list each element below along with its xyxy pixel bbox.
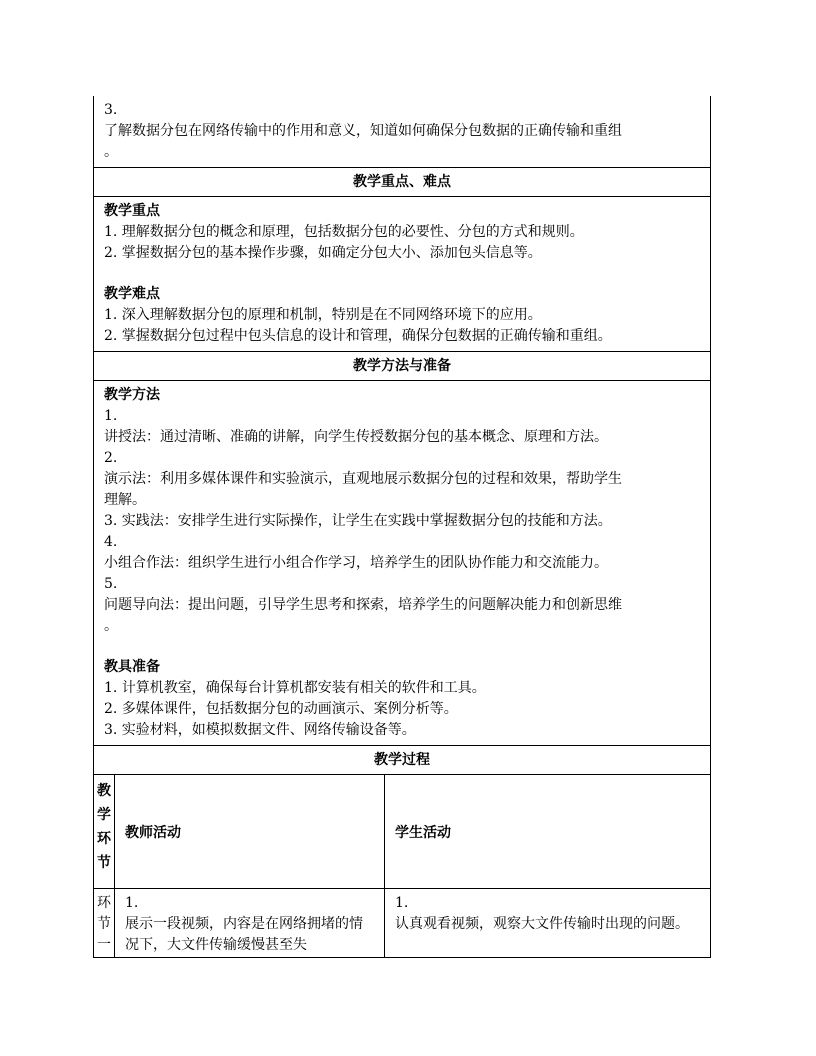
spacer bbox=[104, 264, 700, 284]
key-point-item: 1. 理解数据分包的概念和原理，包括数据分包的必要性、分包的方式和规则。 bbox=[104, 224, 584, 240]
prep-item: 3. 实验材料，如模拟数据文件、网络传输设备等。 bbox=[104, 722, 416, 738]
stage-column-header: 教学环节 bbox=[97, 783, 111, 871]
objective-number: 3. bbox=[104, 102, 118, 118]
process-column-header-row bbox=[94, 774, 710, 888]
methods-line: 小组合作法：组织学生进行小组合作学习，培养学生的团队协作能力和交流能力。 bbox=[104, 555, 608, 571]
methods-line: 问题导向法：提出问题，引导学生思考和探索，培养学生的问题解决能力和创新思维 bbox=[104, 597, 622, 613]
student-activity-number: 1. bbox=[395, 895, 409, 911]
key-points-label: 教学重点 bbox=[104, 203, 160, 219]
teacher-activity-cell bbox=[114, 889, 384, 957]
prep-label: 教具准备 bbox=[104, 659, 160, 675]
key-point-item: 2. 掌握数据分包的基本操作步骤，如确定分包大小、添加包头信息等。 bbox=[104, 245, 542, 261]
key-points-body bbox=[94, 196, 710, 351]
teacher-column-header: 教师活动 bbox=[114, 775, 384, 888]
objective-tail: 。 bbox=[104, 144, 118, 160]
methods-line: 1. bbox=[104, 408, 118, 424]
difficult-point-item: 1. 深入理解数据分包的原理和机制，特别是在不同网络环境下的应用。 bbox=[104, 307, 542, 323]
methods-line: 3. 实践法：安排学生进行实际操作，让学生在实践中掌握数据分包的技能和方法。 bbox=[104, 513, 612, 529]
process-row bbox=[94, 888, 710, 957]
student-column-header: 学生活动 bbox=[384, 775, 710, 888]
methods-line: 理解。 bbox=[104, 492, 146, 508]
student-activity-cell bbox=[384, 889, 710, 957]
methods-line: 。 bbox=[104, 618, 118, 634]
process-header: 教学过程 bbox=[94, 745, 710, 774]
methods-header: 教学方法与准备 bbox=[94, 351, 710, 380]
key-points-header: 教学重点、难点 bbox=[94, 167, 710, 196]
objective-text: 了解数据分包在网络传输中的作用和意义，知道如何确保分包数据的正确传输和重组 bbox=[104, 123, 622, 139]
prep-item: 2. 多媒体课件，包括数据分包的动画演示、案例分析等。 bbox=[104, 701, 458, 717]
student-activity-text: 认真观看视频，观察大文件传输时出现的问题。 bbox=[395, 916, 689, 932]
methods-label: 教学方法 bbox=[104, 387, 160, 403]
methods-line: 5. bbox=[104, 576, 118, 592]
teacher-activity-text: 展示一段视频，内容是在网络拥堵的情况下，大文件传输缓慢甚至失 bbox=[125, 916, 363, 953]
teacher-activity-number: 1. bbox=[125, 895, 139, 911]
methods-line: 4. bbox=[104, 534, 118, 550]
difficult-point-item: 2. 掌握数据分包过程中包头信息的设计和管理，确保分包数据的正确传输和重组。 bbox=[104, 328, 612, 344]
stage-cell: 环节一 bbox=[97, 895, 111, 953]
methods-line: 2. bbox=[104, 450, 118, 466]
methods-line: 讲授法：通过清晰、准确的讲解，向学生传授数据分包的基本概念、原理和方法。 bbox=[104, 429, 608, 445]
objectives-row bbox=[94, 96, 710, 167]
lesson-plan-table bbox=[93, 96, 711, 958]
methods-body bbox=[94, 380, 710, 745]
methods-line: 演示法：利用多媒体课件和实验演示，直观地展示数据分包的过程和效果，帮助学生 bbox=[104, 471, 622, 487]
spacer bbox=[104, 637, 700, 657]
prep-item: 1. 计算机教室，确保每台计算机都安装有相关的软件和工具。 bbox=[104, 680, 486, 696]
difficult-points-label: 教学难点 bbox=[104, 286, 160, 302]
